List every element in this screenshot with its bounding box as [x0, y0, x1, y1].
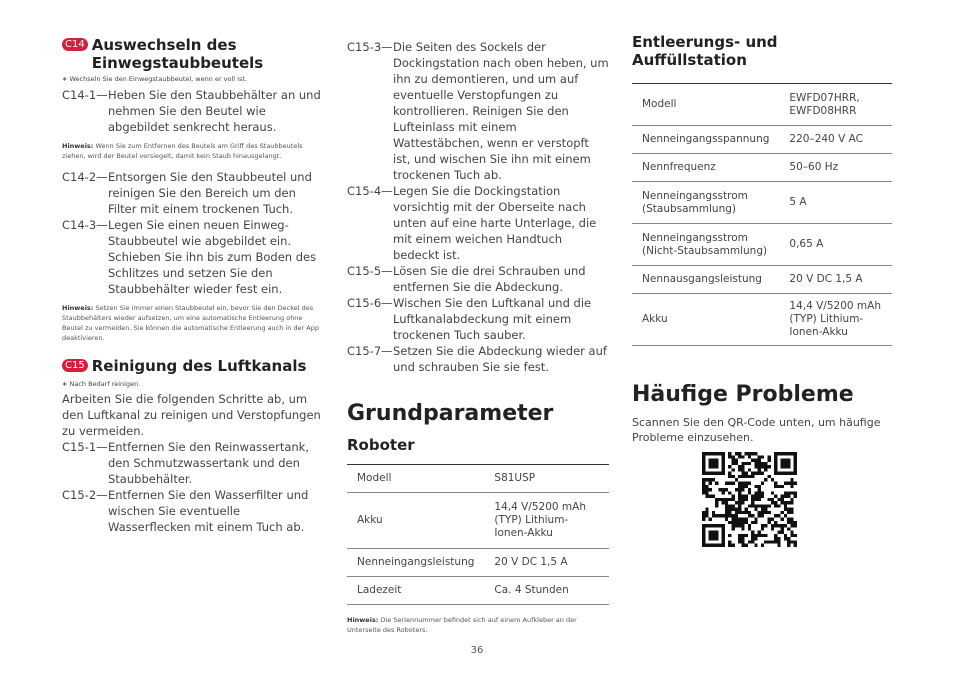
steps-list [347, 39, 609, 375]
spec-key: Ladezeit [347, 577, 484, 605]
spec-value: S81USP [484, 465, 609, 493]
spec-value: 14,4 V/5200 mAh (TYP) Lithium-Ionen-Akku [484, 493, 609, 549]
spec-key: Akku [347, 493, 484, 549]
step-number: C15-4— [347, 184, 393, 198]
section-intro: Arbeiten Sie die folgenden Schritte ab, um den Luftkanal zu reinigen und Verstopfungen zu vermeiden. [62, 392, 321, 438]
step-text: Entfernen Sie den Reinwassertank, den Schmutzwassertank und den Staubbehälter. [108, 440, 309, 486]
spec-value: 0,65 A [779, 224, 892, 266]
steps-list [62, 169, 322, 297]
section-badge: C14 [62, 38, 88, 51]
spec-value: EWFD07HRR, EWFD08HRR [779, 84, 892, 126]
section-title: Reinigung des Luftkanals [91, 357, 307, 375]
roboter-title: Roboter [347, 436, 415, 454]
spec-value: 14,4 V/5200 mAh (TYP) Lithium-Ionen-Akku [779, 294, 892, 346]
station-spec-table [632, 83, 892, 346]
step-item [62, 169, 322, 217]
step-text: Lösen Sie die drei Schrauben und entfernen Sie die Abdeckung. [393, 264, 586, 294]
spec-value: 50–60 Hz [779, 154, 892, 182]
column-left [62, 0, 322, 535]
spec-key: Nennfrequenz [632, 154, 779, 182]
section-title: Auswechseln des Einwegstaubbeutels [91, 36, 264, 72]
spec-key: Nenneingangsstrom (Nicht-Staubsammlung) [632, 224, 779, 266]
spec-key: Akku [632, 294, 779, 346]
step-item [347, 343, 609, 375]
grundparameter-title: Grundparameter [347, 401, 554, 426]
step-text: Legen Sie die Dockingstation vorsichtig mit der Oberseite nach unten auf eine harte Unterlage, die mit einem weichen Handtuch bedeckt ist. [393, 184, 597, 262]
spec-row [632, 266, 892, 294]
hinweis-label: Hinweis: [347, 616, 379, 624]
spec-key: Modell [632, 84, 779, 126]
spec-row [632, 294, 892, 346]
step-number: C15-2— [62, 488, 108, 502]
step-item [347, 183, 609, 263]
spec-key: Nenneingangsleistung [347, 549, 484, 577]
step-text: Entsorgen Sie den Staubbeutel und reinigen Sie den Bereich um den Filter mit einem trockenen Tuch. [108, 170, 312, 216]
spec-row [347, 493, 609, 549]
spec-value: 20 V DC 1,5 A [779, 266, 892, 294]
step-text: Die Seiten des Sockels der Dockingstation nach oben heben, um ihn zu demontieren, und um auf eventuelle Verstopfungen zu kontrollieren. Reinigen Sie den Lufteinlass mit einem Wattestäbchen, wenn er verstopft ist, und wischen Sie ihn mit einem trockenen Tuch ab. [393, 40, 609, 182]
hinweis-text: Setzen Sie immer einen Staubbeutel ein, bevor Sie den Deckel des Staubbehälters wieder aufsetzen, um eine automatische Entleerung ohne Beutel zu vermeiden. Sie können die automatische Entleerung auch in der App deaktivieren. [62, 304, 319, 342]
step-text: Heben Sie den Staubbehälter an und nehmen Sie den Beutel wie abgebildet senkrecht heraus. [108, 88, 321, 134]
spec-value: 220–240 V AC [779, 126, 892, 154]
section-c15-heading [62, 357, 322, 375]
spec-row [632, 154, 892, 182]
step-number: C15-7— [347, 344, 393, 358]
spec-key: Nenneingangsstrom (Staubsammlung) [632, 182, 779, 224]
column-middle [347, 0, 609, 643]
step-text: Setzen Sie die Abdeckung wieder auf und schrauben Sie sie fest. [393, 344, 607, 374]
hinweis-note [62, 303, 322, 343]
spec-value: 20 V DC 1,5 A [484, 549, 609, 577]
spec-row [347, 465, 609, 493]
hinweis-note [62, 141, 322, 161]
hinweis-text: Wenn Sie zum Entfernen des Beutels am Griff des Staubbeutels ziehen, wird der Beutel versiegelt, damit kein Staub hinausgelangt. [62, 142, 303, 160]
spec-row [632, 224, 892, 266]
steps-list [62, 439, 322, 535]
step-item [347, 263, 609, 295]
step-item [62, 87, 322, 135]
steps-list [62, 87, 322, 135]
spec-row [632, 182, 892, 224]
spec-value: Ca. 4 Stunden [484, 577, 609, 605]
spec-row [347, 549, 609, 577]
step-text: Entfernen Sie den Wasserfilter und wischen Sie eventuelle Wasserflecken mit einem Tuch ab. [108, 488, 309, 534]
spec-row [632, 126, 892, 154]
section-note: ∗ Wechseln Sie den Einwegstaubbeutel, wenn er voll ist. [62, 75, 247, 83]
step-number: C15-5— [347, 264, 393, 278]
spec-key: Nennausgangsleistung [632, 266, 779, 294]
step-item [62, 439, 322, 487]
step-number: C14-1— [62, 88, 108, 102]
step-item [62, 487, 322, 535]
section-badge: C15 [62, 359, 88, 372]
hinweis-label: Hinweis: [62, 304, 94, 312]
section-note: ∗ Nach Bedarf reinigen. [62, 380, 141, 388]
step-item [347, 39, 609, 183]
step-number: C14-2— [62, 170, 108, 184]
qr-code-icon [702, 452, 797, 547]
hinweis-label: Hinweis: [62, 142, 94, 150]
spec-key: Modell [347, 465, 484, 493]
step-number: C14-3— [62, 218, 108, 232]
step-text: Wischen Sie den Luftkanal und die Luftkanalabdeckung mit einem trockenen Tuch sauber. [393, 296, 592, 342]
spec-value: 5 A [779, 182, 892, 224]
roboter-spec-table [347, 464, 609, 605]
hinweis-text: Die Seriennummer befindet sich auf einem Aufkleber an der Unterseite des Roboters. [347, 616, 577, 634]
step-item [347, 295, 609, 343]
page-number: 36 [470, 645, 484, 656]
step-number: C15-3— [347, 40, 393, 54]
faq-text: Scannen Sie den QR-Code unten, um häufige Probleme einzusehen. [632, 416, 881, 444]
step-number: C15-6— [347, 296, 393, 310]
spec-row [632, 84, 892, 126]
column-right [632, 0, 892, 445]
spec-row [347, 577, 609, 605]
station-title: Entleerungs- und Auffüllstation [632, 33, 778, 69]
faq-title: Häufige Probleme [632, 382, 854, 407]
step-item [62, 217, 322, 297]
hinweis-note [347, 615, 609, 635]
step-text: Legen Sie einen neuen Einweg-Staubbeutel wie abgebildet ein. Schieben Sie ihn bis zum Boden des Schlitzes und setzen Sie den Staubbehälter wieder fest ein. [108, 218, 317, 296]
spec-key: Nenneingangsspannung [632, 126, 779, 154]
section-c14-heading [62, 36, 322, 72]
step-number: C15-1— [62, 440, 108, 454]
